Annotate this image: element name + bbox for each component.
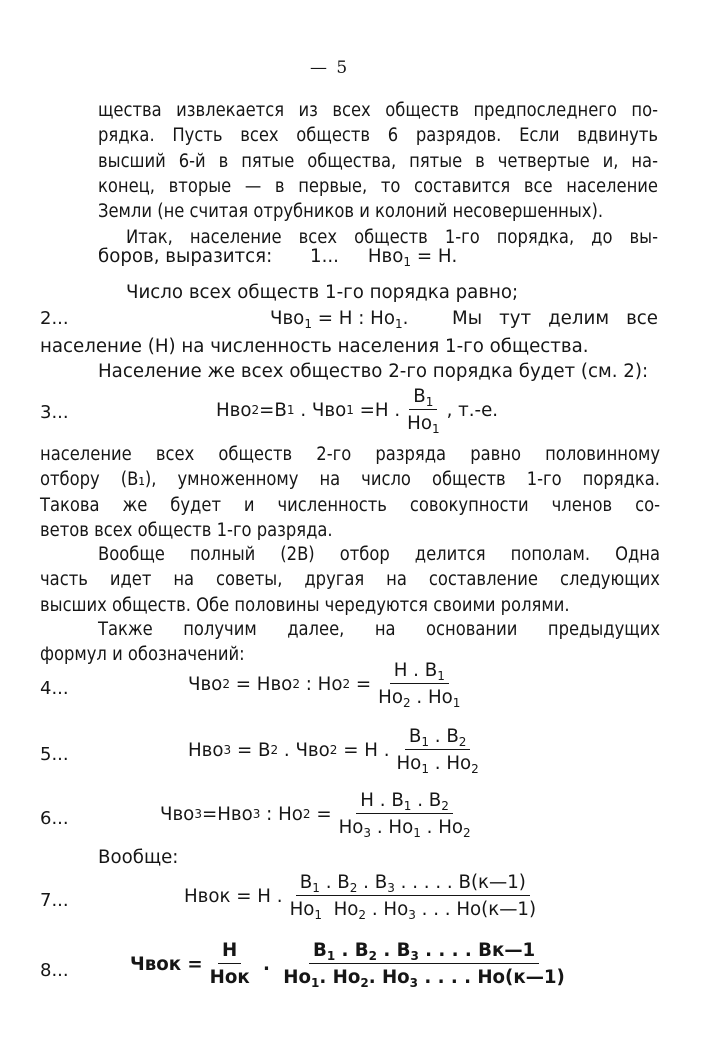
text-line: рядка. Пусть всех обществ 6 разрядов. Если вдвинуть <box>98 125 658 147</box>
text-fragment: боров, выразится: <box>98 246 273 267</box>
formula-term: Но <box>283 967 312 988</box>
paragraph-1 <box>98 98 658 224</box>
formula-8 <box>130 940 572 988</box>
formula-term: Чвок = <box>130 953 203 975</box>
formula-term: = Н : Но <box>317 308 395 329</box>
subscript: 3 <box>410 949 419 963</box>
formula-term: = В <box>236 739 271 761</box>
subscript: 1 <box>437 669 445 683</box>
formula-term: . В <box>363 872 388 893</box>
formula-2 <box>270 308 408 329</box>
formula-term: . Чво <box>300 399 347 421</box>
fraction-numerator <box>405 726 471 750</box>
formula-term: . В <box>434 726 459 747</box>
text-line: высших обществ. Обе половины чередуются своими ролями. <box>40 594 570 616</box>
text-line: Также получим далее, на основании предыдущих <box>98 619 660 640</box>
subscript: 2 <box>358 908 367 922</box>
formula-term: . Но <box>371 899 409 920</box>
subscript: 1 <box>452 696 461 710</box>
text-line: Итак, население всех обществ 1-го порядка, до вы- <box>126 227 658 248</box>
subscript: 3 <box>387 881 395 895</box>
fraction-numerator <box>296 872 530 896</box>
formula-term: Нвок = Н . <box>184 885 283 907</box>
subscript: 1 <box>413 826 421 840</box>
formula-term: Н . В <box>360 790 404 811</box>
formula-term: Но <box>289 899 315 920</box>
paragraph-5 <box>40 442 660 543</box>
subscript: 1 <box>304 317 312 331</box>
paragraph-4-line-1 <box>98 361 648 382</box>
paragraph-3-after-formula <box>452 308 658 329</box>
formula-5-number: 5... <box>40 744 69 765</box>
formula-term: В <box>312 940 327 961</box>
formula-term: Но <box>407 413 432 434</box>
subscript: 2 <box>441 799 449 813</box>
formula-term: Чво <box>188 673 223 695</box>
fraction <box>374 660 464 708</box>
formula-term: =Н . <box>359 399 401 421</box>
formula-term: . Но <box>319 967 361 988</box>
formula-term: . Но <box>426 817 464 838</box>
paragraph-3-line-1 <box>126 282 518 303</box>
formula-term: Чво <box>160 803 195 825</box>
fraction <box>335 790 475 838</box>
paragraph-3-line-3 <box>40 336 589 357</box>
formula-term: =В <box>259 399 287 421</box>
fraction-numerator <box>356 790 453 814</box>
text-fragment: население (Н) на численность населения 1-го общества. <box>40 336 589 357</box>
formula-term: Н . В <box>393 660 438 681</box>
formula-term: . Но <box>434 753 472 774</box>
subscript: 1 <box>431 422 440 436</box>
subscript: 1 <box>403 255 412 269</box>
formula-term: Но <box>338 817 364 838</box>
fraction-numerator <box>390 660 449 684</box>
formula-term: . Но <box>416 687 453 708</box>
text-line: Такова же будет и численность совокупности членов со- <box>40 494 660 516</box>
subscript: 3 <box>408 908 416 922</box>
formula-term: . . . . Вк—1 <box>425 940 536 961</box>
fraction-denominator <box>393 750 483 774</box>
formula-term: . <box>263 953 270 975</box>
formula-term: Но <box>396 753 422 774</box>
text-fragment: Население же всех общество 2-го порядка будет (см. 2): <box>98 361 649 382</box>
formula-term: . . . Но(к—1) <box>421 899 537 920</box>
formula-term: Нво <box>188 739 224 761</box>
formula-term: Нво <box>216 399 252 421</box>
subscript: 1 <box>421 735 429 749</box>
formula-term: =Нво <box>201 803 253 825</box>
formula-7-number: 7... <box>40 890 69 911</box>
subscript: 2 <box>349 881 358 895</box>
page-number: — 5 <box>310 58 350 78</box>
formula-term: Но <box>378 687 403 708</box>
subscript: 3 <box>409 976 419 990</box>
fraction-denominator <box>403 410 443 434</box>
fraction-denominator <box>279 964 569 988</box>
text-line: высший 6-й в пятые общества, пятые в четвертые и, на- <box>98 150 658 172</box>
formula-term: = Н. <box>416 246 458 267</box>
formula-term: В <box>408 726 422 747</box>
subscript: 1 <box>394 317 403 331</box>
paragraph-2-line-2 <box>98 246 272 267</box>
formula-term: . Чво <box>283 739 330 761</box>
generalization-label <box>98 847 178 868</box>
fraction-denominator <box>335 814 475 838</box>
formula-term: . Но <box>368 967 410 988</box>
fraction <box>279 940 569 988</box>
text-line: Земли (не считая отрубников и колоний несовершенных). <box>98 201 604 223</box>
subscript: 1 <box>311 976 320 990</box>
fraction-denominator <box>206 964 254 988</box>
subscript: 2 <box>463 826 471 840</box>
text-line: формул и обозначений: <box>40 644 245 666</box>
subscript: 2 <box>402 696 411 710</box>
subscript: 2 <box>458 735 467 749</box>
subscript: 1 <box>326 949 336 963</box>
formula-4-number: 4... <box>40 678 69 699</box>
fraction-numerator <box>218 940 241 964</box>
subscript: 1 <box>403 799 412 813</box>
text-line: отбору (В₁), умноженному на число обществ 1-го порядка. <box>40 469 660 491</box>
subscript: 2 <box>471 762 479 776</box>
text-line: ветов всех обществ 1-го разряда. <box>40 519 333 541</box>
fraction <box>393 726 483 774</box>
fraction <box>286 872 541 920</box>
formula-term: = Н . <box>343 739 390 761</box>
formula-3-number: 3... <box>40 402 69 423</box>
formula-term: . . . . Но(к—1) <box>424 967 565 988</box>
formula-term: , т.-е. <box>446 399 499 421</box>
formula-term: Но <box>333 899 359 920</box>
formula-term: Чво <box>270 308 305 329</box>
text-fragment: Число всех обществ 1-го порядка равно; <box>126 282 519 303</box>
formula-7 <box>184 872 543 920</box>
subscript: 3 <box>363 826 372 840</box>
fraction-denominator <box>286 896 541 920</box>
formula-term: : Но <box>266 803 303 825</box>
formula-term: . В <box>383 940 411 961</box>
fraction-numerator <box>309 940 539 964</box>
formula-2-number: 2... <box>40 308 69 329</box>
formula-8-number: 8... <box>40 960 69 981</box>
fraction-numerator <box>409 386 437 410</box>
formula-5: Нво 3 = В 2 . Чво 2 = Н . $\frac{В_1 . В_2}{Но_1 . Но_2}$ <box>188 726 486 774</box>
formula-term: Нок <box>209 967 250 988</box>
formula-term: В <box>413 386 426 407</box>
formula-term: . В <box>341 940 369 961</box>
formula-term: Н <box>222 940 238 961</box>
fraction-denominator <box>374 684 464 708</box>
subscript: 2 <box>360 976 369 990</box>
subscript: 2 <box>368 949 378 963</box>
text-line: население всех обществ 2-го разряда равно половинному <box>40 444 660 465</box>
formula-term: = Нво <box>235 673 293 695</box>
fraction <box>403 386 443 434</box>
text-line: конец, вторые — в первые, то составится все население <box>98 175 658 197</box>
formula-term: В <box>299 872 313 893</box>
text-fragment: Вообще: <box>98 847 179 868</box>
formula-term: . В <box>417 790 442 811</box>
formula-3: Нво 2 =В 1 . Чво 1 =Н . $\frac{В_1}{Но_1}$ , т.-е. <box>216 386 499 436</box>
formula-1 <box>310 246 457 267</box>
subscript: 1 <box>425 395 434 409</box>
text-line: Вообще полный (2В) отбор делится пополам. Одна <box>98 544 660 565</box>
text-line: часть идет на советы, другая на составление следующих <box>40 569 660 591</box>
text-line: щества извлекается из всех обществ предпоследнего по- <box>98 100 658 121</box>
formula-term: : Но <box>305 673 343 695</box>
formula-number: 1... <box>310 246 339 267</box>
fraction <box>206 940 254 988</box>
text-fragment: Мы тут делим все <box>452 308 658 329</box>
formula-term: = <box>316 803 332 825</box>
formula-term: . . . . . В(к—1) <box>400 872 526 893</box>
formula-term: . <box>402 308 409 329</box>
subscript: 1 <box>312 881 320 895</box>
formula-term: . Но <box>376 817 414 838</box>
subscript: 1 <box>421 762 429 776</box>
formula-4: Чво 2 = Нво 2 : Но 2 = $\frac{Н . В_1}{Но_2 . Но_1}$ <box>188 660 467 708</box>
formula-6-number: 6... <box>40 808 69 829</box>
formula-term: = <box>355 673 372 695</box>
formula-term: . В <box>325 872 350 893</box>
paragraph-6 <box>40 542 660 618</box>
formula-6: Чво 3 =Нво 3 : Но 2 = $\frac{Н . В_1 . В_2}{Но_3 . Но_1 . Но_2}$ <box>160 790 478 838</box>
formula-term: Нво <box>367 246 404 267</box>
subscript: 1 <box>314 908 323 922</box>
